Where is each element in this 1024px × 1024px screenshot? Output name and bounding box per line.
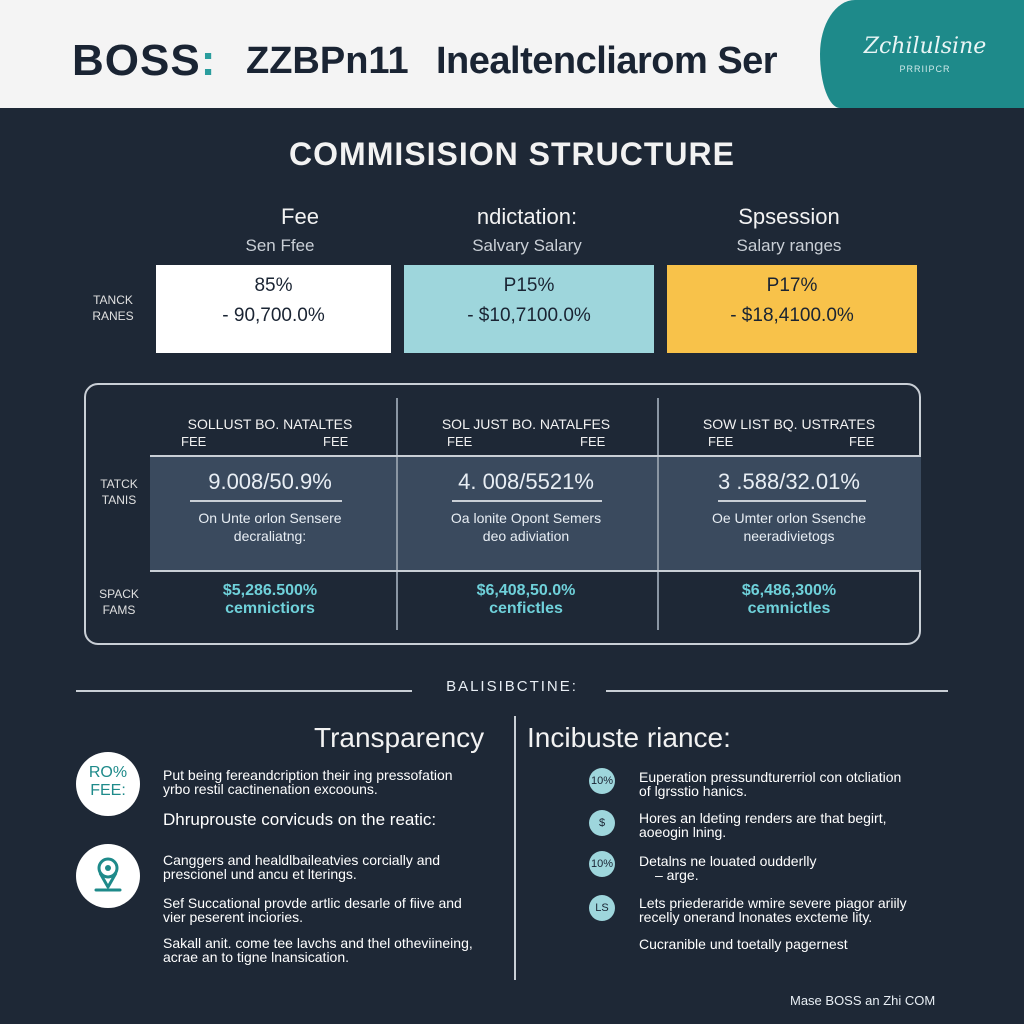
incentive-closing: Cucranible und toetally pagernest (639, 936, 848, 952)
fee-badge (76, 752, 140, 816)
transparency-paragraph-line1: Canggers and healdlbaileatvies corcially and (163, 852, 441, 868)
brand-code: ZZBPn11 (246, 40, 409, 82)
incentive-item-line1: Lets priederaride wmire severe piagor ariily (639, 895, 907, 911)
table-description-line1: On Unte orlon Sensere (198, 510, 342, 526)
column-head-fee: Fee (281, 204, 319, 229)
transparency-paragraph-line2: vier peserent inciories. (163, 909, 304, 925)
ls-icon: LS (589, 895, 615, 921)
table-commission-value: $6,408,50.0% (476, 582, 576, 599)
rate-card-session-line2: - $18,4100.0% (730, 305, 854, 326)
table-description-line2: neeradivietogs (743, 528, 835, 544)
table-row1-label (84, 476, 154, 508)
fee-label: FEE (447, 434, 473, 449)
transparency-subheading: Dhruprouste corvicuds on the reatic: (163, 810, 437, 829)
rate-card-session-line1: P17% (766, 275, 818, 296)
table-column-header: SOL JUST BO. NATALFES (441, 416, 611, 432)
table-commission-label: cemnictles (747, 600, 831, 617)
transparency-paragraph-line2: prescionel und ancu et lterings. (163, 866, 357, 882)
table-row1-label-line1: TATCK (100, 477, 138, 491)
transparency-heading: Transparency (314, 722, 485, 753)
rate-row-label-line1: TANCK (93, 293, 133, 307)
fee-badge-line2: FEE: (90, 782, 126, 799)
incentive-item (639, 854, 816, 882)
rate-card-session (667, 265, 917, 353)
incentive-item (639, 896, 907, 924)
transparency-paragraph-line2: acrae an to tigne lnansication. (163, 949, 350, 965)
column-head-indication: ndictation: (476, 204, 578, 229)
page-title: COMMISISION STRUCTURE (289, 136, 735, 172)
table-description (403, 509, 649, 545)
transparency-paragraph (163, 896, 462, 924)
table-description (666, 509, 912, 545)
value-underline (190, 500, 342, 502)
table-commission (403, 582, 649, 618)
fee-label: FEE (849, 434, 875, 449)
table-row-divider (150, 455, 921, 457)
table-row2-label (84, 586, 154, 618)
transparency-paragraph-line1: Sakall anit. come tee lavchs and thel otheviineing, (163, 935, 473, 951)
incentive-item-line2: recelly onerand lnonates excteme lity. (639, 909, 873, 925)
rate-card-indication-line1: P15% (503, 275, 555, 296)
headline: Inealtencliarom Ser (436, 40, 778, 82)
incentive-item-line1: Euperation pressundturerriol con otcliation (639, 769, 902, 785)
table-column-divider (657, 398, 659, 630)
footer-credit: Mase BOSS an Zhi COM (790, 993, 936, 1008)
location-pin-icon (76, 844, 140, 908)
percent-icon: 10% (589, 768, 615, 794)
transparency-paragraph (163, 768, 453, 796)
table-description-line1: Oa lonite Opont Semers (450, 510, 602, 526)
column-sub-session: Salary ranges (736, 236, 842, 255)
transparency-paragraph (163, 936, 473, 964)
table-commission (666, 582, 912, 618)
fee-label: FEE (708, 434, 734, 449)
fee-label: FEE (580, 434, 606, 449)
table-row-divider (150, 570, 921, 572)
partner-logo: Zchilulsine (863, 34, 987, 59)
table-description (147, 509, 393, 545)
fee-label: FEE (181, 434, 207, 449)
table-commission-label: cemnictiors (225, 600, 315, 617)
table-column-header: SOW LIST BQ. USTRATES (702, 416, 876, 432)
column-sub-indication: Salvary Salary (472, 236, 582, 255)
table-value: 3 .588/32.01% (718, 469, 860, 494)
location-pin-icon-graphic (76, 844, 140, 908)
brand-name: BOSS (72, 36, 201, 85)
fee-label: FEE (323, 434, 349, 449)
table-value: 9.008/50.9% (208, 469, 332, 494)
rate-card-fee-line2: - 90,700.0% (222, 305, 325, 326)
incentive-item-line1: Hores an ldeting renders are that begirt, (639, 810, 887, 826)
table-row2-label-line2: FAMS (102, 603, 136, 617)
value-underline (718, 500, 866, 502)
incentive-item-line2: of lgrsstio hanics. (639, 783, 748, 799)
section-separator-label: BALISIBCTINE: (446, 678, 578, 695)
incentive-item-line2: – arge. (655, 867, 699, 883)
table-description-line2: decraliatng: (233, 528, 307, 544)
transparency-paragraph (163, 853, 440, 881)
table-description-line1: Oe Umter orlon Ssenche (711, 510, 867, 526)
rate-card-fee (156, 265, 391, 353)
transparency-paragraph-line1: Put being fereandcription their ing pressofation (163, 767, 453, 783)
rate-row-label-line2: RANES (92, 309, 134, 323)
value-underline (452, 500, 602, 502)
partner-tagline: PRRIIPCR (899, 64, 951, 74)
table-description-line2: deo adiviation (482, 528, 570, 544)
table-column-divider (396, 398, 398, 630)
transparency-paragraph-line2: yrbo restil cactinenation excoouns. (163, 781, 378, 797)
rate-card-fee-line1: 85% (254, 275, 293, 296)
rate-card-indication (404, 265, 654, 353)
transparency-paragraph-line1: Sef Succational provde artlic desarle of fiive and (163, 895, 462, 911)
incentive-item (639, 770, 901, 798)
incentive-item-line1: Detalns ne louated oudderlly (639, 853, 817, 869)
table-column-header: SOLLUST BO. NATALTES (187, 416, 353, 432)
brand-colon: : (200, 36, 217, 85)
column-head-session: Spsession (738, 204, 840, 229)
table-commission (147, 582, 393, 618)
table-commission-value: $5,286.500% (222, 582, 318, 599)
brand-logo (72, 36, 216, 86)
incentive-item (639, 811, 886, 839)
table-row2-label-line1: SPACK (99, 587, 139, 601)
rate-row-label (78, 292, 148, 324)
table-row1-label-line2: TANIS (101, 493, 137, 507)
table-value: 4. 008/5521% (458, 469, 594, 494)
percent-icon: 10% (589, 851, 615, 877)
table-commission-value: $6,486,300% (741, 582, 837, 599)
rate-card-indication-line2: - $10,7100.0% (467, 305, 591, 326)
section-divider (514, 716, 516, 980)
dollar-icon: $ (589, 810, 615, 836)
table-commission-label: cenfictles (489, 600, 563, 617)
column-sub-fee: Sen Ffee (245, 236, 315, 255)
incentive-item-line2: aoeogin lning. (639, 824, 727, 840)
fee-badge-line1: RO% (88, 764, 128, 781)
incentive-heading: Incibuste riance: (527, 722, 731, 753)
